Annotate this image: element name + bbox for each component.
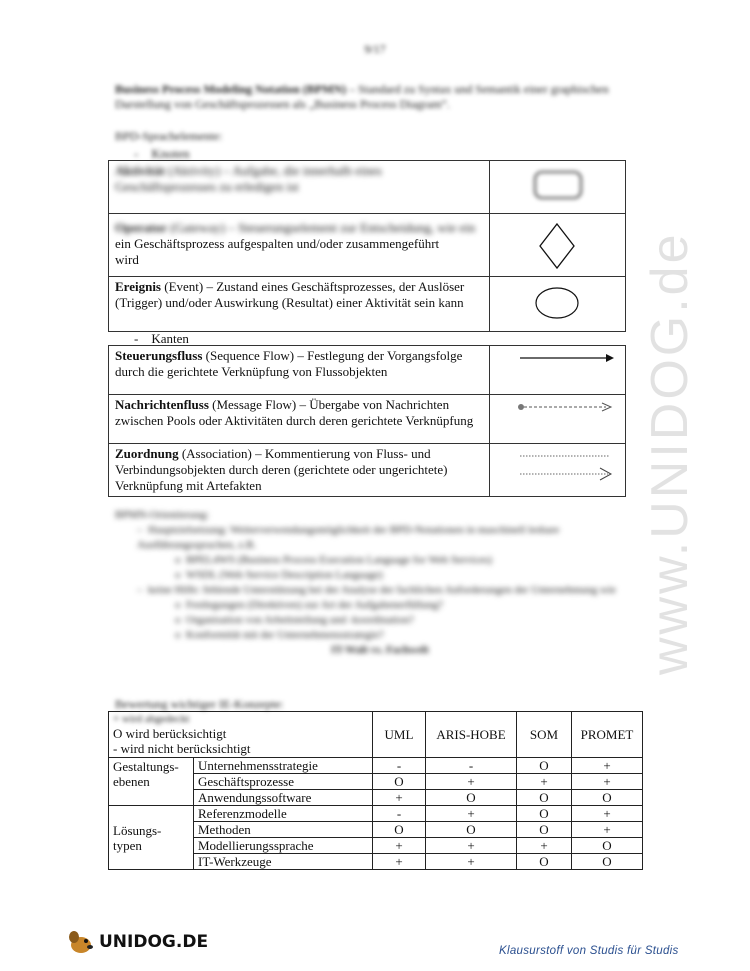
table-cell: O [517,854,572,870]
column-header: UML [373,712,426,758]
bullet-knoten: - Knoten [134,146,190,161]
kanten-term: Zuordnung [115,446,179,461]
diamond-icon [490,214,625,272]
unidog-logo [66,929,208,955]
table-cell: O [572,790,643,806]
table-row [109,806,643,822]
table-cell: O [517,806,572,822]
list-item-text: Konformität mit der Unternehmensstrategie? [186,629,384,641]
list-item: – Hauptzielsetzung: Weiterverwendungsmöglichkeit der BPD-Notationen in maschinell lesbare Ausführungssprachen, z.B. [137,524,560,551]
table-cell: + [426,774,517,790]
table-row [109,161,626,214]
list-item-text: keine Hilfe: fehlende Unterstützung bei der Analyse der fachlichen Anforderungen der Unternehmung wie [148,584,616,596]
table-cell: - [373,758,426,774]
sprachelemente-label: BPD-Sprachelemente: [115,129,223,143]
legend-o: O wird berücksichtigt [113,726,227,741]
table-cell: + [517,774,572,790]
list-item: o Festlegungen (Direktiven) zur Art der Aufgabenerfüllung? [175,599,443,611]
table-cell: O [517,822,572,838]
row-label: Geschäftsprozesse [194,774,373,790]
row-label: Modellierungssprache [194,838,373,854]
watermark [640,231,700,675]
logo-text: UNIDOG.DE [99,932,209,952]
rounded-rectangle-icon [490,161,625,209]
knoten-text: (Event) – Zustand eines Geschäftsprozesses, der Auslöser (Trigger) und/oder Auswirkung (Resultat) einer Aktivität sein kann [115,279,465,310]
association-shape-cell [490,444,626,497]
list-item: o WSDL (Web Service Description Language) [175,569,383,581]
row-label: Unternehmensstrategie [194,758,373,774]
list-item-text: Festlegungen (Direktiven) zur Art der Aufgabenerfüllung? [186,599,443,611]
bpmn-term: Business Process Modeling Notation (BPMN) [115,82,347,96]
table-cell: + [426,854,517,870]
column-header: PROMET [572,712,643,758]
legend-cell [109,712,373,758]
kanten-desc-sequence [109,346,490,395]
circle-icon [490,277,625,327]
bewertung-label: Bewertung wichtiger IE-Konzepte: [115,697,284,711]
table-cell: + [373,854,426,870]
table-cell: O [426,790,517,806]
knoten-desc-activity [109,161,490,214]
row-label: Methoden [194,822,373,838]
bullet-kanten: - Kanten [134,331,189,346]
group-label [109,806,194,870]
bpmn-definition [115,82,635,112]
knoten-term: Aktivität [115,163,165,178]
kanten-term: Steuerungsfluss [115,348,203,363]
kanten-table [108,345,626,497]
table-cell: + [373,838,426,854]
dotted-lines-icon [490,446,625,490]
bullet-kanten-text: Kanten [151,331,189,346]
solid-arrow-icon [490,346,625,390]
knoten-term: Operator [115,220,167,235]
footer-slogan: Klausurstoff von Studis für Studis [499,945,679,957]
table-cell: + [572,774,643,790]
table-cell: O [517,758,572,774]
watermark-text: www.UNIDOG.de [641,231,699,675]
bpmn-orientierung-heading: BPMN-Orientierung: [115,509,210,521]
row-label: IT-Werkzeuge [194,854,373,870]
event-shape-cell [490,277,626,332]
table-cell: O [426,822,517,838]
legend-minus: - wird nicht berücksichtigt [113,741,251,756]
knoten-table [108,160,626,332]
table-cell: - [426,758,517,774]
row-label: Referenzmodelle [194,806,373,822]
bpmn-orientierung [115,508,645,658]
table-cell: + [572,806,643,822]
message-shape-cell [490,395,626,444]
table-row [109,758,643,774]
table-cell: - [373,806,426,822]
kanten-text: (Association) – Kommentierung von Fluss- und Verbindungsobjekten durch deren (gerichtete oder ungerichtete) Verknüpfung mit Artefakten [115,446,448,493]
table-cell: + [373,790,426,806]
list-item-text: BPEL4WS (Business Process Execution Language for Web Services) [186,554,492,566]
knoten-desc-gateway: Operator (Gateway) – Steuerungselement zur Entscheidung, wie ein ein Geschäftsprozess aufgespalten und/oder zusammengeführt wird [109,214,490,277]
page-number: 9/17 [364,42,386,56]
knoten-text: (Gateway) – Steuerungselement zur Entscheidung, wie ein [170,220,476,235]
it-walt-heading: IT-Walt vs. Fachwelt [331,644,429,656]
table-header-row [109,712,643,758]
dog-icon [66,929,96,955]
group-label-text: Lösungs-typen [113,822,162,853]
knoten-desc-event [109,277,490,332]
table-cell: + [426,838,517,854]
bewertung-table [108,711,643,870]
table-cell: O [572,854,643,870]
table-cell: O [572,838,643,854]
bpmn-definition-text: – Standard zu Syntax und Semantik einer graphischen Darstellung von Geschäftsprozessen als „Business Process Diagram“. [115,82,609,111]
list-item-text: Hauptzielsetzung: Weiterverwendungsmöglichkeit der BPD-Notationen in maschinell lesbare Ausführungssprachen, z.B. [137,524,560,551]
kanten-desc-message [109,395,490,444]
table-cell: O [373,822,426,838]
knoten-term: Ereignis [115,279,161,294]
list-item-text: WSDL (Web Service Description Language) [186,569,383,581]
table-cell: O [517,790,572,806]
kanten-desc-association [109,444,490,497]
list-item: o Konformität mit der Unternehmensstrategie? [175,629,384,641]
list-item: – keine Hilfe: fehlende Unterstützung bei der Analyse der fachlichen Anforderungen der Unternehmung wie [137,584,616,596]
group-label [109,758,194,806]
table-row [109,444,626,497]
table-cell: + [572,758,643,774]
list-item: o Organisation von Arbeitsteilung und -koordination? [175,614,414,626]
kanten-term: Nachrichtenfluss [115,397,209,412]
table-cell: + [572,822,643,838]
column-header: ARIS-HOBE [426,712,517,758]
group-label-text: Gestaltungs-ebenen [113,759,179,789]
bullet-knoten-text: Knoten [151,146,190,161]
table-row [109,277,626,332]
table-row [109,214,626,277]
list-item: o BPEL4WS (Business Process Execution Language for Web Services) [175,554,492,566]
legend-plus: + wird abgedeckt [113,713,190,725]
column-header: SOM [517,712,572,758]
knoten-text: (Aktivity) – Aufgabe, die innerhalb eines Geschäftsprozesses zu erledigen ist [115,163,382,194]
dashed-arrow-icon [490,395,625,439]
table-row [109,395,626,444]
table-row [109,346,626,395]
list-item-text: Organisation von Arbeitsteilung und -koordination? [186,614,414,626]
table-cell: O [373,774,426,790]
row-label: Anwendungssoftware [194,790,373,806]
kanten-text: (Sequence Flow) – Festlegung der Vorgangsfolge durch die gerichtete Verknüpfung von Flussobjekten [115,348,463,379]
gateway-shape-cell [490,214,626,277]
kanten-text: (Message Flow) – Übergabe von Nachrichten zwischen Pools oder Aktivitäten durch deren gerichtete Verknüpfung [115,397,474,428]
sequence-shape-cell [490,346,626,395]
table-cell: + [517,838,572,854]
activity-shape-cell [490,161,626,214]
table-cell: + [426,806,517,822]
